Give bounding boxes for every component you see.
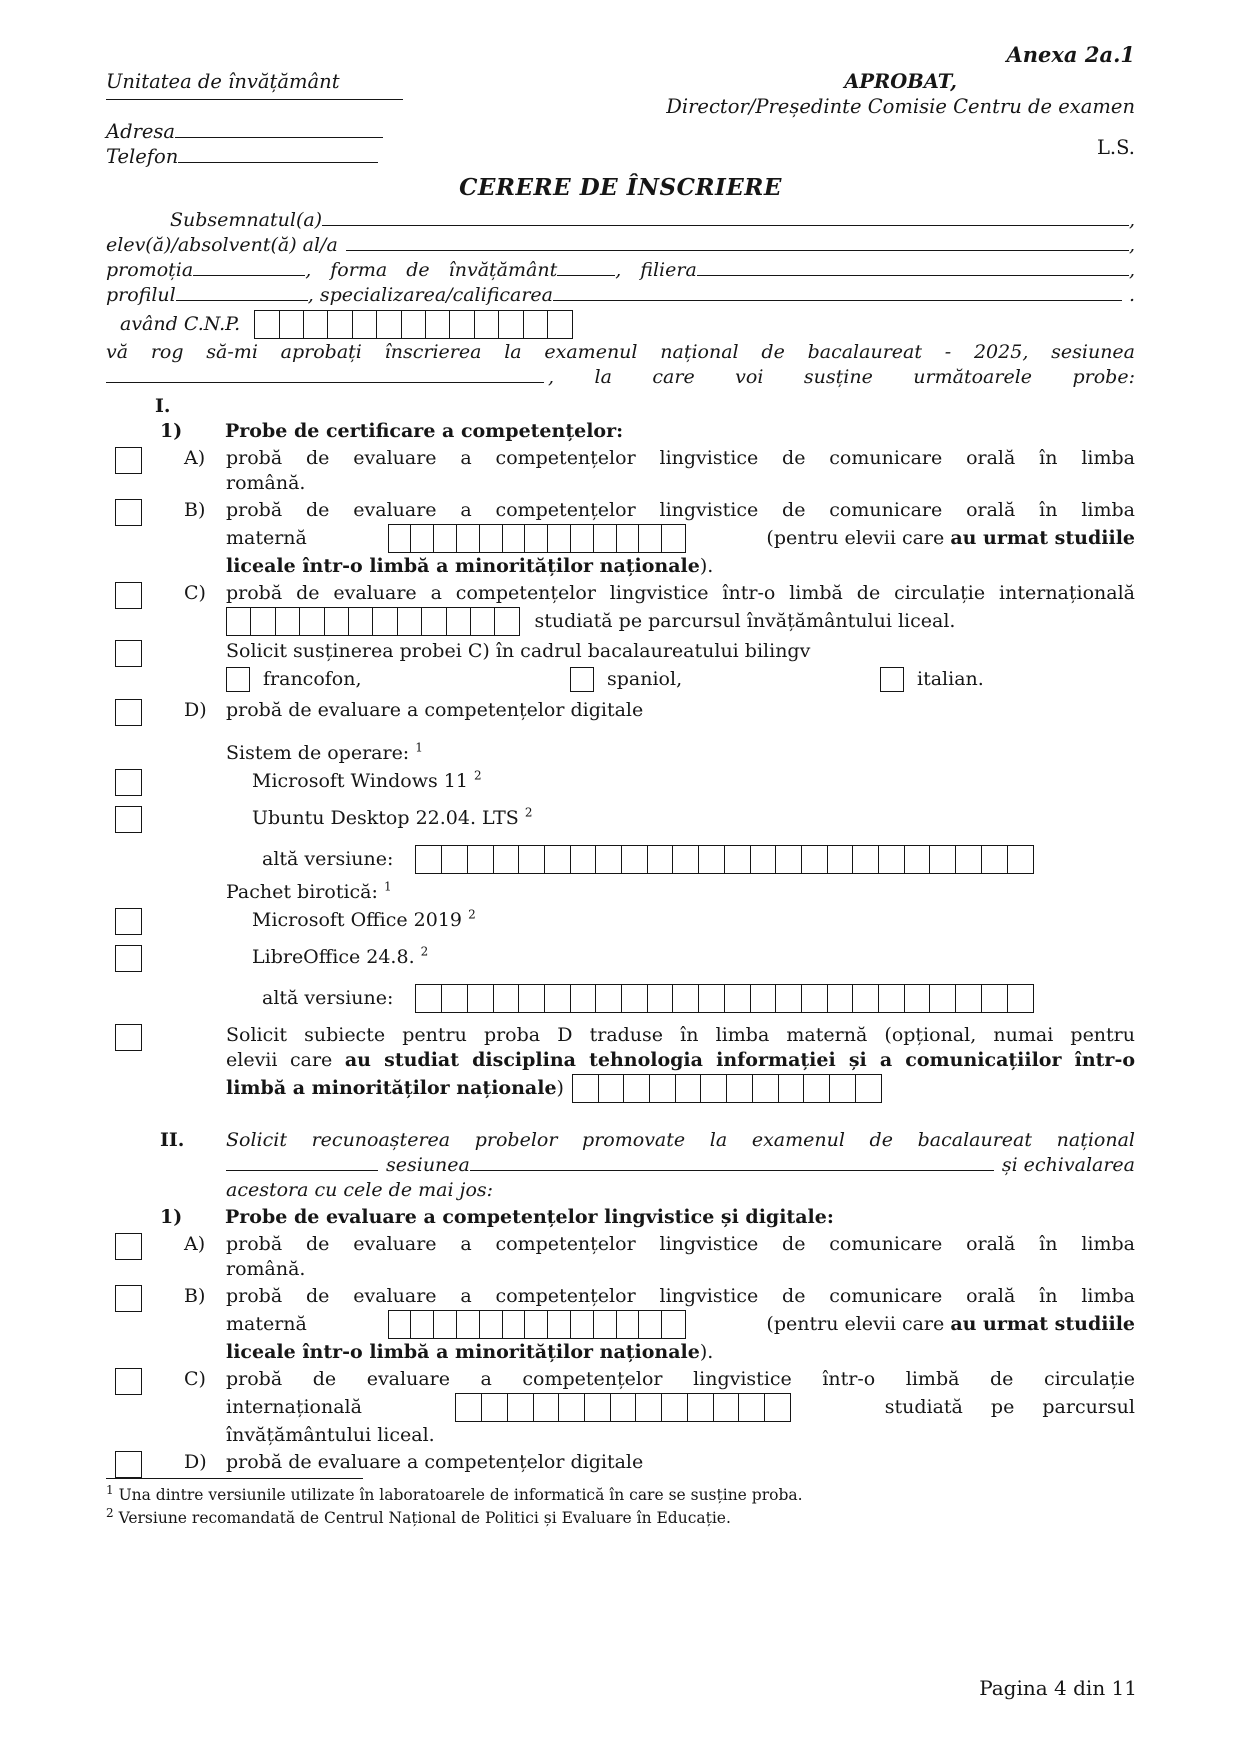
item-text: învățământului liceal. xyxy=(226,1424,435,1446)
char-cell[interactable] xyxy=(415,845,442,874)
item-letter: C) xyxy=(184,1368,206,1390)
char-cell[interactable] xyxy=(502,524,526,553)
cnp-label: având C.N.P. xyxy=(120,312,241,335)
checkbox-windows[interactable] xyxy=(115,769,142,796)
os-option-windows xyxy=(106,768,1135,803)
option-label: Microsoft Office 2019 xyxy=(252,909,463,931)
char-cell[interactable] xyxy=(955,984,982,1013)
request-tail: , la care voi susține următoarele probe: xyxy=(548,366,1135,388)
char-cell[interactable] xyxy=(372,607,398,636)
char-cell[interactable] xyxy=(623,1074,650,1103)
section2-text: Solicit recunoașterea probelor promovate la examenul de bacalaureat național xyxy=(226,1129,1135,1151)
page-number: Pagina 4 din 11 xyxy=(979,1676,1137,1700)
item-letter: A) xyxy=(184,1233,206,1255)
char-cell[interactable] xyxy=(425,310,451,339)
char-cell[interactable] xyxy=(433,1310,457,1339)
alta-versiune-label: altă versiune: xyxy=(262,848,394,870)
materna-label: maternă xyxy=(226,1313,307,1335)
char-cell[interactable] xyxy=(827,984,854,1013)
alta-versiune-label: altă versiune: xyxy=(262,987,394,1009)
checkbox-msoffice[interactable] xyxy=(115,908,142,935)
char-cell[interactable] xyxy=(279,310,305,339)
materna-label: maternă xyxy=(226,527,307,549)
item-text: liceale într-o limbă a minorităților naționale). xyxy=(226,555,714,577)
char-cell[interactable] xyxy=(616,1310,640,1339)
option-label: Ubuntu Desktop 22.04. LTS xyxy=(252,807,519,829)
checkbox-ubuntu[interactable] xyxy=(115,806,142,833)
char-cell[interactable] xyxy=(518,984,545,1013)
ls-label: L.S. xyxy=(1096,136,1135,159)
char-cell[interactable] xyxy=(397,607,423,636)
checkbox-italian[interactable] xyxy=(880,667,904,692)
checkbox-2b[interactable] xyxy=(115,1285,142,1312)
item-text: studiată pe parcursul xyxy=(884,1396,1135,1418)
char-cell[interactable] xyxy=(584,1393,611,1422)
filiera-label: , filiera xyxy=(615,259,697,281)
section2-text: acestora cu cele de mai jos: xyxy=(226,1179,494,1201)
char-cell[interactable] xyxy=(446,607,472,636)
italian-label: italian. xyxy=(917,668,984,690)
char-cell[interactable] xyxy=(254,310,280,339)
checkbox-spaniol[interactable] xyxy=(570,667,594,692)
profilul-label: profilul xyxy=(106,284,176,306)
os-alta-versiune-boxes[interactable] xyxy=(415,845,1033,874)
annex-label: Anexa 2a.1 xyxy=(1006,42,1135,67)
char-cell[interactable] xyxy=(524,524,548,553)
item-text: limbă a minorităților naționale) xyxy=(226,1077,564,1099)
item-text: română. xyxy=(226,472,306,494)
char-cell[interactable] xyxy=(647,984,674,1013)
char-cell[interactable] xyxy=(498,310,524,339)
item-text: probă de evaluare a competențelor digitale xyxy=(226,699,644,721)
item-letter: A) xyxy=(184,447,206,469)
char-cell[interactable] xyxy=(494,607,520,636)
intro-paragraph xyxy=(106,208,1135,390)
elev-blank[interactable] xyxy=(346,245,1129,251)
item-text: probă de evaluare a competențelor lingvistice într-o limbă de circulație xyxy=(226,1368,1135,1390)
materna-boxes-2[interactable] xyxy=(388,1310,686,1339)
char-cell[interactable] xyxy=(1007,984,1034,1013)
char-cell[interactable] xyxy=(455,1393,482,1422)
char-cell[interactable] xyxy=(698,845,725,874)
char-cell[interactable] xyxy=(570,1310,594,1339)
char-cell[interactable] xyxy=(433,524,457,553)
char-cell[interactable] xyxy=(410,1310,434,1339)
char-cell[interactable] xyxy=(544,845,571,874)
item-text: (pentru elevii care au urmat studiile xyxy=(766,1313,1135,1335)
char-cell[interactable] xyxy=(687,1393,714,1422)
char-cell[interactable] xyxy=(621,845,648,874)
checkbox-1b[interactable] xyxy=(115,499,142,526)
char-cell[interactable] xyxy=(878,984,905,1013)
char-cell[interactable] xyxy=(1007,845,1034,874)
char-cell[interactable] xyxy=(764,1393,791,1422)
char-cell[interactable] xyxy=(410,524,434,553)
char-cell[interactable] xyxy=(698,984,725,1013)
char-cell[interactable] xyxy=(544,984,571,1013)
limba-internationala-boxes-2[interactable] xyxy=(455,1393,791,1422)
cnp-boxes[interactable] xyxy=(254,310,573,339)
char-cell[interactable] xyxy=(327,310,353,339)
char-cell[interactable] xyxy=(661,1393,688,1422)
checkbox-bilingv[interactable] xyxy=(115,640,142,667)
request-line: vă rog să-mi aprobați înscrierea la examenul național de bacalaureat - 2025, sesiunea xyxy=(106,341,1135,363)
char-cell[interactable] xyxy=(572,1074,599,1103)
char-cell[interactable] xyxy=(250,607,276,636)
char-cell[interactable] xyxy=(775,845,802,874)
office-option-libreoffice xyxy=(106,944,1135,979)
char-cell[interactable] xyxy=(878,845,905,874)
materna-boxes[interactable] xyxy=(388,524,686,553)
char-cell[interactable] xyxy=(352,310,378,339)
item-subiecte-traduse xyxy=(106,1023,1135,1104)
char-cell[interactable] xyxy=(299,607,325,636)
char-cell[interactable] xyxy=(904,845,931,874)
section1-heading: Probe de certificare a competențelor: xyxy=(225,420,624,442)
char-cell[interactable] xyxy=(724,845,751,874)
char-cell[interactable] xyxy=(595,845,622,874)
char-cell[interactable] xyxy=(981,845,1008,874)
address-blank-line[interactable] xyxy=(175,132,383,138)
char-cell[interactable] xyxy=(713,1393,740,1422)
char-cell[interactable] xyxy=(324,607,350,636)
char-cell[interactable] xyxy=(750,984,777,1013)
char-cell[interactable] xyxy=(474,310,500,339)
footnote-ref: 2 xyxy=(420,944,429,959)
specializarea-blank[interactable] xyxy=(553,295,1122,301)
item-text: română. xyxy=(226,1258,306,1280)
char-cell[interactable] xyxy=(750,845,777,874)
director-line: Director/Președinte Comisie Centru de examen xyxy=(666,95,1135,118)
char-cell[interactable] xyxy=(801,845,828,874)
item-bilingv xyxy=(106,639,1135,696)
promotia-label: promoția xyxy=(106,259,194,281)
char-cell[interactable] xyxy=(778,1074,805,1103)
char-cell[interactable] xyxy=(376,310,402,339)
phone-blank-line[interactable] xyxy=(178,157,378,163)
char-cell[interactable] xyxy=(303,310,329,339)
char-cell[interactable] xyxy=(724,984,751,1013)
char-cell[interactable] xyxy=(502,1310,526,1339)
approved-label: APROBAT, xyxy=(844,70,957,93)
char-cell[interactable] xyxy=(479,524,503,553)
char-cell[interactable] xyxy=(775,984,802,1013)
char-cell[interactable] xyxy=(523,310,549,339)
char-cell[interactable] xyxy=(388,1310,412,1339)
internationala-label: internațională xyxy=(226,1396,362,1418)
profilul-blank[interactable] xyxy=(176,295,308,301)
char-cell[interactable] xyxy=(479,1310,503,1339)
footnote-1: $^1$ Una dintre versiunile utilizate în laboratoarele de informatică în care se susține proba. xyxy=(106,1482,803,1504)
section2-numeral: II. xyxy=(160,1129,185,1151)
checkbox-libreoffice[interactable] xyxy=(115,945,142,972)
char-cell[interactable] xyxy=(595,984,622,1013)
invatamant-blank[interactable] xyxy=(557,270,615,276)
item-letter: C) xyxy=(184,582,206,604)
item-1d xyxy=(106,698,1135,733)
char-cell[interactable] xyxy=(661,524,685,553)
os-other-version xyxy=(262,843,1135,876)
char-cell[interactable] xyxy=(547,524,571,553)
char-cell[interactable] xyxy=(441,984,468,1013)
char-cell[interactable] xyxy=(638,1310,662,1339)
footnote-ref: 2 xyxy=(468,907,476,922)
unit-blank-line[interactable] xyxy=(106,94,403,100)
char-cell[interactable] xyxy=(738,1393,765,1422)
footnotes xyxy=(106,1478,1135,1530)
option-label: LibreOffice 24.8. xyxy=(252,946,415,968)
address-label: Adresa xyxy=(106,120,176,143)
item-2b xyxy=(106,1284,1135,1365)
char-cell[interactable] xyxy=(700,1074,727,1103)
char-cell[interactable] xyxy=(533,1393,560,1422)
char-cell[interactable] xyxy=(610,1393,637,1422)
footnote-rule xyxy=(106,1478,363,1479)
char-cell[interactable] xyxy=(616,524,640,553)
char-cell[interactable] xyxy=(456,524,480,553)
char-cell[interactable] xyxy=(672,984,699,1013)
section1-numeral: I. xyxy=(155,395,171,417)
item-letter: B) xyxy=(184,1285,206,1307)
spaniol-label: spaniol, xyxy=(607,668,683,690)
char-cell[interactable] xyxy=(904,984,931,1013)
item-2a xyxy=(106,1232,1135,1282)
item-text: probă de evaluare a competențelor lingvistice de comunicare orală în limba xyxy=(226,1285,1135,1307)
char-cell[interactable] xyxy=(470,607,496,636)
os-option-ubuntu xyxy=(106,805,1135,840)
char-cell[interactable] xyxy=(638,524,662,553)
char-cell[interactable] xyxy=(955,845,982,874)
char-cell[interactable] xyxy=(558,1393,585,1422)
char-cell[interactable] xyxy=(752,1074,779,1103)
comma: , xyxy=(1128,209,1135,231)
char-cell[interactable] xyxy=(493,845,520,874)
char-cell[interactable] xyxy=(570,845,597,874)
bilingv-options xyxy=(226,664,1135,696)
item-text: elevii care au studiat disciplina tehnologia informației și a comunicațiilor într-o xyxy=(226,1049,1136,1071)
char-cell[interactable] xyxy=(829,1074,856,1103)
item-text: probă de evaluare a competențelor lingvistice de comunicare orală în limba xyxy=(226,447,1135,469)
char-cell[interactable] xyxy=(441,845,468,874)
comma: , xyxy=(1128,259,1135,281)
checkbox-1c[interactable] xyxy=(115,582,142,609)
section2-heading: Probe de evaluare a competențelor lingvistice și digitale: xyxy=(225,1206,834,1228)
checkbox-francofon[interactable] xyxy=(226,667,250,692)
item-text: probă de evaluare a competențelor digitale xyxy=(226,1451,644,1473)
ii-sesiunea-blank[interactable] xyxy=(470,1165,994,1171)
char-cell[interactable] xyxy=(675,1074,702,1103)
header xyxy=(106,69,1135,169)
period: . xyxy=(1128,284,1135,306)
char-cell[interactable] xyxy=(593,1310,617,1339)
page-title: CERERE DE ÎNSCRIERE xyxy=(459,174,782,201)
checkbox-1a[interactable] xyxy=(115,447,142,474)
char-cell[interactable] xyxy=(598,1074,625,1103)
char-cell[interactable] xyxy=(647,845,674,874)
item-1a xyxy=(106,446,1135,496)
char-cell[interactable] xyxy=(929,984,956,1013)
char-cell[interactable] xyxy=(518,845,545,874)
char-cell[interactable] xyxy=(855,1074,882,1103)
os-label: Sistem de operare: $^1$ xyxy=(226,740,423,764)
checkbox-1d[interactable] xyxy=(115,699,142,726)
char-cell[interactable] xyxy=(852,984,879,1013)
francofon-label: francofon, xyxy=(263,668,362,690)
section1-item-no: 1) xyxy=(160,420,183,442)
item-1b xyxy=(106,498,1135,579)
char-cell[interactable] xyxy=(621,984,648,1013)
char-cell[interactable] xyxy=(449,310,475,339)
footnote-ref: 2 xyxy=(473,768,482,783)
char-cell[interactable] xyxy=(672,845,699,874)
elev-label: elev(ă)/absolvent(ă) al/a xyxy=(106,234,338,256)
char-cell[interactable] xyxy=(493,984,520,1013)
char-cell[interactable] xyxy=(456,1310,480,1339)
char-cell[interactable] xyxy=(827,845,854,874)
limba-internationala-boxes[interactable] xyxy=(226,607,520,636)
item-letter: D) xyxy=(184,699,207,721)
item-text: (pentru elevii care au urmat studiile xyxy=(766,527,1135,549)
char-cell[interactable] xyxy=(388,524,412,553)
office-other-version xyxy=(262,982,1135,1015)
char-cell[interactable] xyxy=(524,1310,548,1339)
sesiunea-blank[interactable] xyxy=(106,377,544,383)
char-cell[interactable] xyxy=(415,984,442,1013)
section2-text: și echivalarea xyxy=(1001,1154,1135,1176)
checkbox-2d[interactable] xyxy=(115,1451,142,1478)
forma-label: , forma de învățământ xyxy=(305,259,558,281)
checkbox-2c[interactable] xyxy=(115,1368,142,1395)
filiera-blank[interactable] xyxy=(697,270,1129,276)
char-cell[interactable] xyxy=(726,1074,753,1103)
char-cell[interactable] xyxy=(348,607,374,636)
item-text: probă de evaluare a competențelor lingvistice de comunicare orală în limba xyxy=(226,1233,1135,1255)
char-cell[interactable] xyxy=(547,310,573,339)
char-cell[interactable] xyxy=(275,607,301,636)
item-text: probă de evaluare a competențelor lingvistice într-o limbă de circulație internațională xyxy=(226,582,1135,604)
footnote-ref: 1 xyxy=(383,879,392,894)
char-cell[interactable] xyxy=(467,845,494,874)
char-cell[interactable] xyxy=(570,524,594,553)
char-cell[interactable] xyxy=(852,845,879,874)
item-letter: B) xyxy=(184,499,206,521)
char-cell[interactable] xyxy=(401,310,427,339)
char-cell[interactable] xyxy=(649,1074,676,1103)
subsemnatul-label: Subsemnatul(a) xyxy=(170,209,323,231)
section2-paragraph xyxy=(106,1128,1135,1203)
char-cell[interactable] xyxy=(635,1393,662,1422)
promotia-blank[interactable] xyxy=(193,270,305,276)
comma: , xyxy=(1128,234,1135,256)
char-cell[interactable] xyxy=(803,1074,830,1103)
sesiunea-label: sesiunea xyxy=(386,1154,470,1176)
item-text: probă de evaluare a competențelor lingvistice de comunicare orală în limba xyxy=(226,499,1135,521)
item-letter: D) xyxy=(184,1451,207,1473)
office-label: Pachet birotică: $^1$ xyxy=(226,879,392,903)
item-1c xyxy=(106,581,1135,637)
specializarea-label: , specializarea/calificarea xyxy=(307,284,553,306)
char-cell[interactable] xyxy=(981,984,1008,1013)
footnote-2: $^2$ Versiune recomandată de Centrul Național de Politici și Evaluare în Educație. xyxy=(106,1505,731,1527)
footnote-ref: 2 xyxy=(524,805,533,820)
section2-item-no: 1) xyxy=(160,1206,183,1228)
option-label: Microsoft Windows 11 xyxy=(252,770,468,792)
ii-blank-1[interactable] xyxy=(226,1165,378,1171)
char-cell[interactable] xyxy=(467,984,494,1013)
phone-label: Telefon xyxy=(106,145,179,168)
item-text: liceale într-o limbă a minorităților naționale). xyxy=(226,1341,714,1363)
materna-traduse-boxes[interactable] xyxy=(572,1074,882,1103)
footnote-ref: 1 xyxy=(415,740,423,755)
unit-label: Unitatea de învățământ xyxy=(106,70,340,93)
item-text: studiată pe parcursul învățământului liceal. xyxy=(534,610,956,632)
office-alta-versiune-boxes[interactable] xyxy=(415,984,1033,1013)
subsemnatul-blank[interactable] xyxy=(322,220,1129,226)
char-cell[interactable] xyxy=(421,607,447,636)
item-text: Solicit subiecte pentru proba D traduse în limba maternă (opțional, numai pentru xyxy=(226,1024,1135,1046)
char-cell[interactable] xyxy=(547,1310,571,1339)
char-cell[interactable] xyxy=(481,1393,508,1422)
char-cell[interactable] xyxy=(593,524,617,553)
bilingv-text: Solicit susținerea probei C) în cadrul bacalaureatului bilingv xyxy=(226,640,811,662)
char-cell[interactable] xyxy=(929,845,956,874)
checkbox-2a[interactable] xyxy=(115,1233,142,1260)
char-cell[interactable] xyxy=(226,607,252,636)
char-cell[interactable] xyxy=(507,1393,534,1422)
item-2c xyxy=(106,1367,1135,1448)
office-option-msoffice xyxy=(106,907,1135,942)
char-cell[interactable] xyxy=(801,984,828,1013)
char-cell[interactable] xyxy=(661,1310,685,1339)
checkbox-subiecte-traduse[interactable] xyxy=(115,1024,142,1051)
char-cell[interactable] xyxy=(570,984,597,1013)
